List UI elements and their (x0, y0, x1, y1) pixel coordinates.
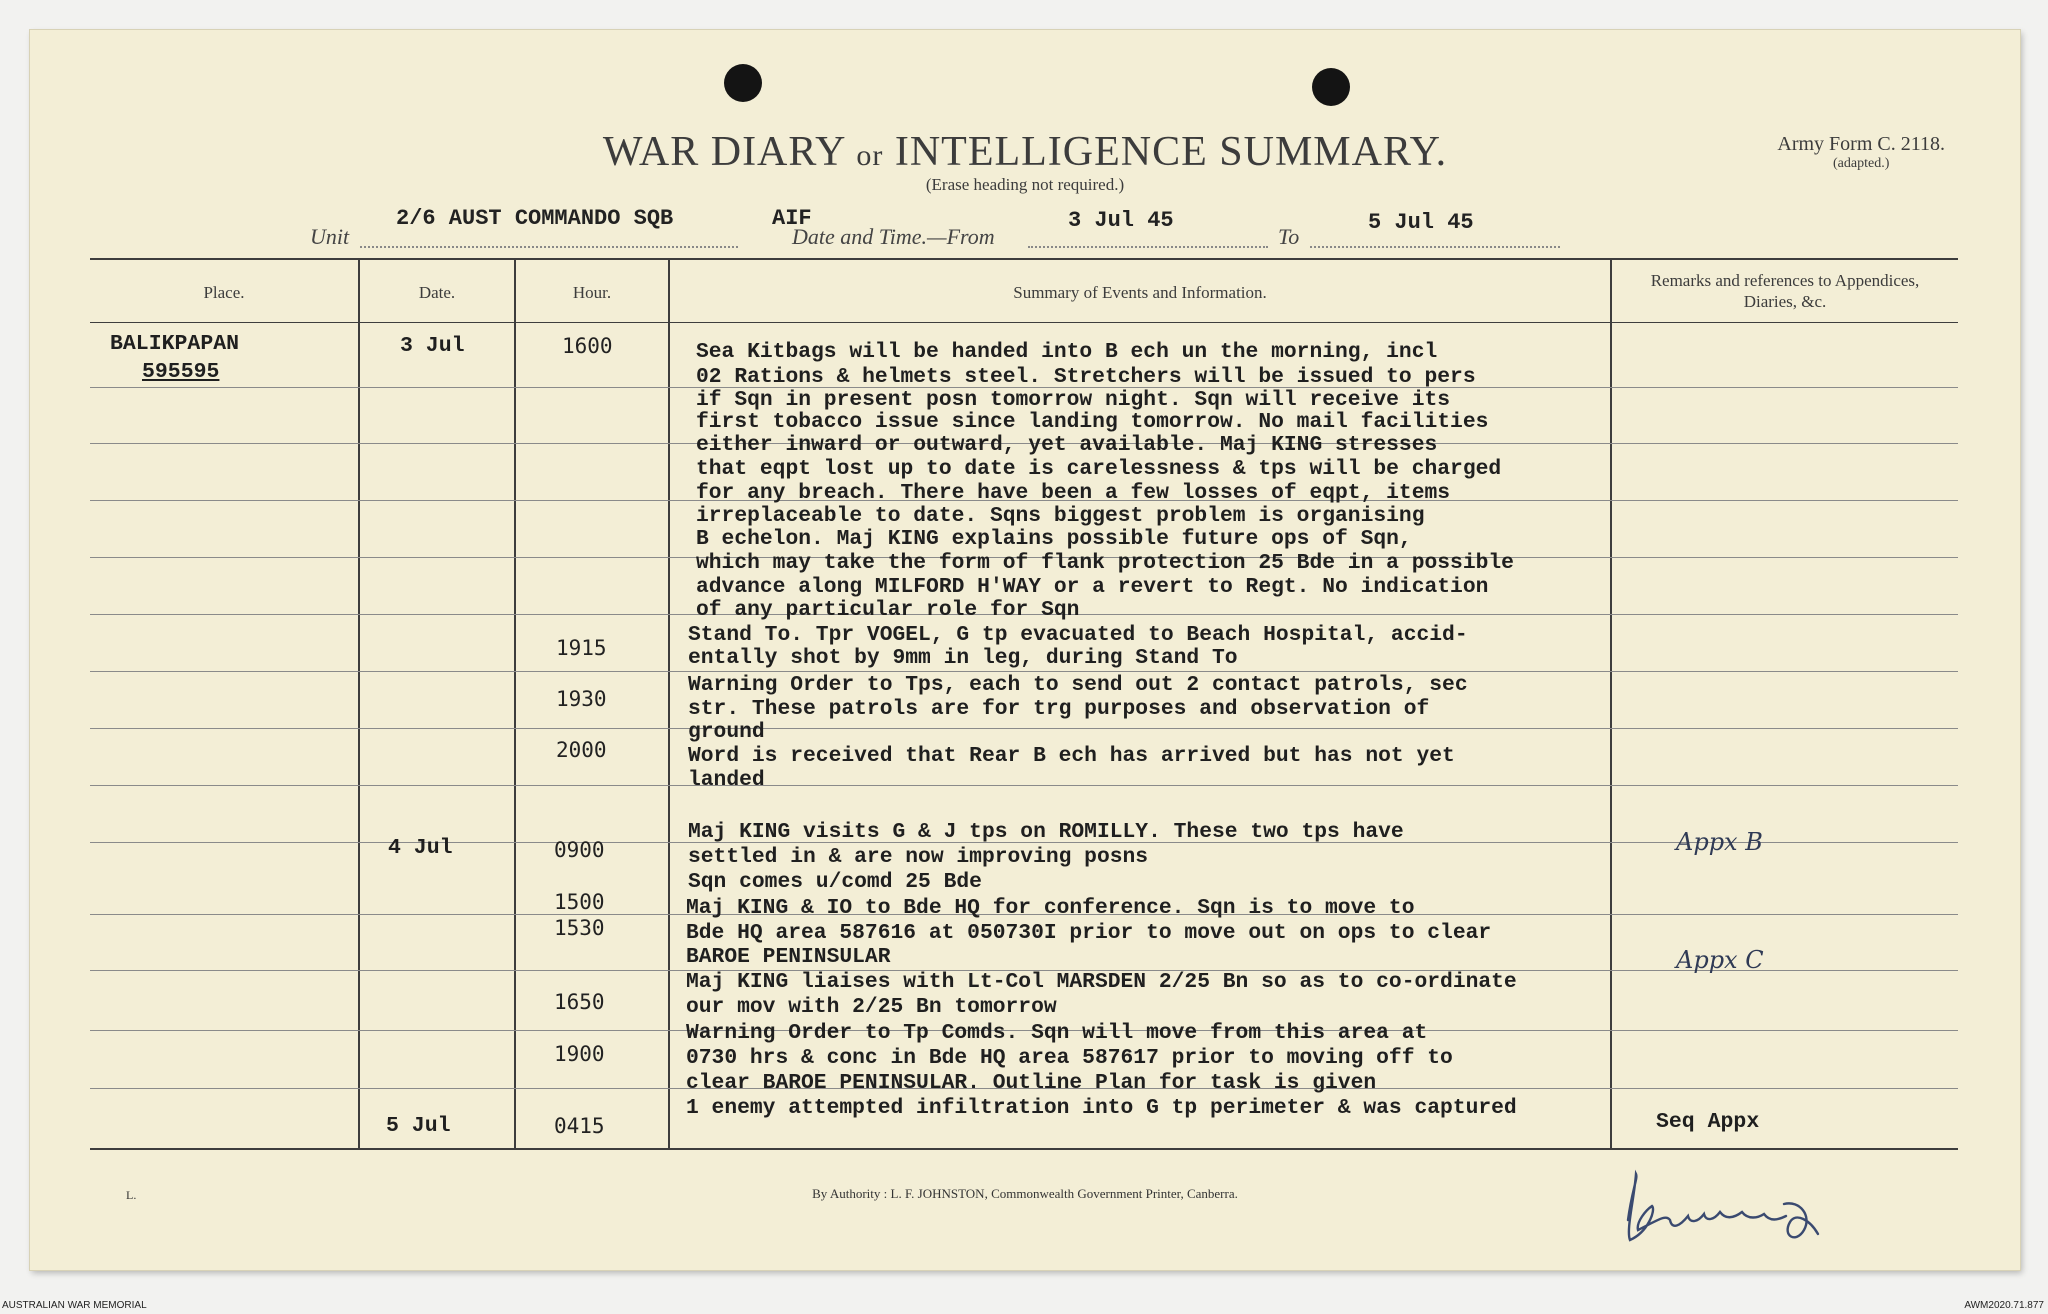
summary-line: advance along MILFORD H'WAY or a revert to Regt. No indication (696, 575, 1489, 599)
unit-value: 2/6 AUST COMMANDO SQB (396, 206, 674, 231)
footer-authority: By Authority : L. F. JOHNSTON, Commonwealth Government Printer, Canberra. (812, 1186, 1238, 1201)
header-row-border (90, 322, 1958, 323)
hour-entry: 1900 (554, 1042, 605, 1066)
summary-line: entally shot by 9mm in leg, during Stand To (688, 646, 1238, 670)
unit-dotted-line (360, 246, 738, 248)
summary-line: Sea Kitbags will be handed into B ech un the morning, incl (696, 340, 1438, 364)
remark-seq-appx: Seq Appx (1656, 1110, 1760, 1134)
summary-line: for any breach. There have been a few losses of eqpt, items (696, 481, 1451, 505)
summary-line: Sqn comes u/comd 25 Bde (688, 870, 982, 894)
summary-line: which may take the form of flank protection 25 Bde in a possible (696, 551, 1514, 575)
summary-line: Word is received that Rear B ech has arrived but has not yet (688, 744, 1455, 768)
date-entry: 5 Jul (386, 1114, 451, 1138)
place-name: BALIKPAPAN (110, 332, 240, 356)
title-part-2: INTELLIGENCE SUMMARY. (894, 129, 1448, 175)
punch-hole-right (1312, 68, 1350, 106)
title-or: or (856, 139, 884, 172)
form-title (30, 128, 2020, 176)
ruled-line (90, 728, 1958, 729)
date-entry: 3 Jul (400, 334, 465, 358)
form-subtitle: (Erase heading not required.) (925, 175, 1125, 194)
date-entry: 4 Jul (388, 836, 453, 860)
summary-line: first tobacco issue since landing tomorrow. No mail facilities (696, 410, 1489, 434)
summary-line: either inward or outward, yet available. Maj KING stresses (696, 433, 1438, 457)
summary-line: if Sqn in present posn tomorrow night. Sqn will receive its (696, 388, 1451, 412)
signature (1608, 1160, 1928, 1270)
to-dotted-line (1310, 246, 1560, 248)
date-time-label: Date and Time.—From (792, 224, 995, 249)
footer-left-mark: L. (126, 1188, 137, 1202)
col-divider-summary (1610, 258, 1612, 1148)
summary-line: B echelon. Maj KING explains possible future ops of Sqn, (696, 527, 1412, 551)
summary-line: 1 enemy attempted infiltration into G tp perimeter & was captured (686, 1096, 1517, 1120)
hour-entry: 1915 (556, 636, 607, 660)
ruled-line (90, 671, 1958, 672)
summary-line: clear BAROE PENINSULAR. Outline Plan for task is given (686, 1071, 1377, 1095)
summary-line: 02 Rations & helmets steel. Stretchers will be issued to pers (696, 365, 1476, 389)
table-bottom-border (90, 1148, 1958, 1150)
summary-line: that eqpt lost up to date is carelessness & tps will be charged (696, 457, 1502, 481)
hour-entry: 1930 (556, 687, 607, 711)
col-divider-place (358, 258, 360, 1148)
col-head-date: Date. (418, 283, 456, 302)
summary-line: Maj KING & IO to Bde HQ for conference. Sqn is to move to (686, 896, 1415, 920)
remark-appx-b: Appx B (1676, 828, 1763, 856)
form-number-text: Army Form C. 2118. (1777, 133, 1945, 155)
summary-line: our mov with 2/25 Bn tomorrow (686, 995, 1057, 1019)
col-head-remarks: Remarks and references to Appendices, Diaries, &c. (1650, 271, 1920, 311)
force-value: AIF (772, 206, 812, 231)
unit-label: Unit (310, 224, 350, 249)
form-adapted: (adapted.) (1833, 156, 1890, 171)
hour-entry: 1600 (562, 334, 613, 358)
summary-line: Maj KING visits G & J tps on ROMILLY. These two tps have (688, 820, 1404, 844)
form-number (1777, 134, 1945, 174)
to-label: To (1278, 224, 1300, 249)
punch-hole-left (724, 64, 762, 102)
summary-line: of any particular role for Sqn (696, 598, 1080, 622)
summary-line: str. These patrols are for trg purposes and observation of (688, 697, 1430, 721)
summary-line: Warning Order to Tps, each to send out 2 contact patrols, sec (688, 673, 1468, 697)
summary-line: irreplaceable to date. Sqns biggest problem is organising (696, 504, 1425, 528)
summary-line: settled in & are now improving posns (688, 845, 1149, 869)
to-value: 5 Jul 45 (1368, 210, 1474, 235)
hour-entry: 1500 (554, 890, 605, 914)
diary-sheet (30, 30, 2020, 1270)
caption-left: AUSTRALIAN WAR MEMORIAL (2, 1300, 147, 1311)
hour-entry: 0900 (554, 838, 605, 862)
summary-line: ground (688, 720, 765, 744)
title-part-1: WAR DIARY (602, 129, 845, 175)
hour-entry: 2000 (556, 738, 607, 762)
col-head-summary: Summary of Events and Information. (1013, 283, 1267, 302)
summary-line: Stand To. Tpr VOGEL, G tp evacuated to Beach Hospital, accid- (688, 623, 1468, 647)
col-head-hour: Hour. (572, 283, 612, 302)
summary-line: Maj KING liaises with Lt-Col MARSDEN 2/25 Bn so as to co-ordinate (686, 970, 1517, 994)
table-top-border (90, 258, 1958, 260)
place-grid-ref: 595595 (142, 360, 220, 384)
summary-line: 0730 hrs & conc in Bde HQ area 587617 prior to moving off to (686, 1046, 1453, 1070)
col-divider-date (514, 258, 516, 1148)
summary-line: BAROE PENINSULAR (686, 945, 891, 969)
summary-line: Bde HQ area 587616 at 050730I prior to move out on ops to clear (686, 921, 1492, 945)
caption-right: AWM2020.71.877 (1964, 1300, 2044, 1311)
hour-entry: 0415 (554, 1114, 605, 1138)
summary-line: landed (688, 768, 765, 792)
from-dotted-line (1028, 246, 1268, 248)
col-divider-hour (668, 258, 670, 1148)
col-head-place: Place. (203, 283, 245, 302)
summary-line: Warning Order to Tp Comds. Sqn will move from this area at (686, 1021, 1428, 1045)
hour-entry: 1650 (554, 990, 605, 1014)
from-value: 3 Jul 45 (1068, 208, 1174, 233)
hour-entry: 1530 (554, 916, 605, 940)
remark-appx-c: Appx C (1676, 946, 1764, 974)
ruled-line (90, 785, 1958, 786)
